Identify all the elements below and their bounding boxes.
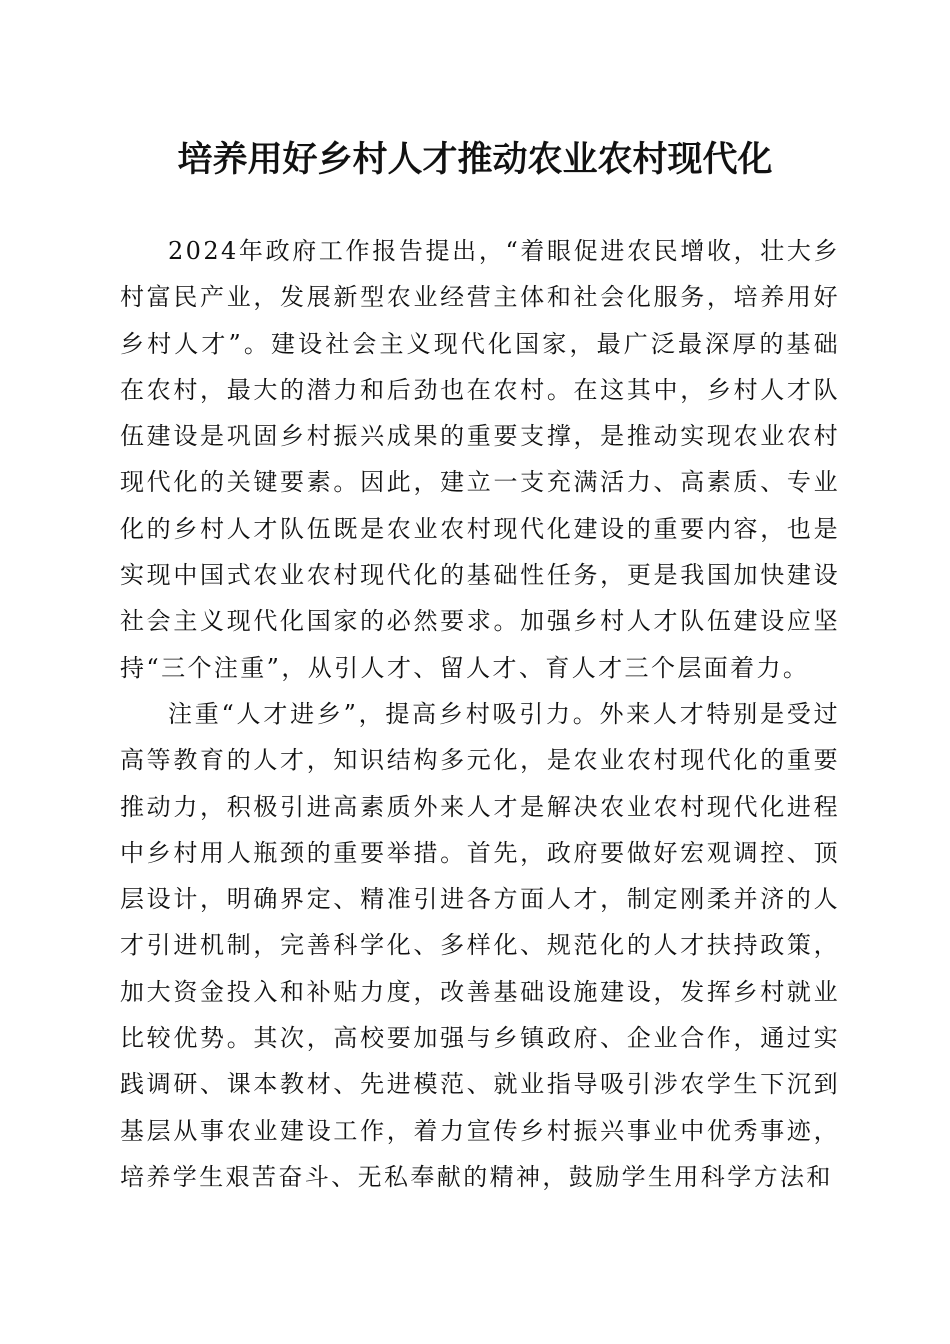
paragraph-intro: 2024年政府工作报告提出，“着眼促进农民增收，壮大乡村富民产业，发展新型农业经营主体和社会化服务，培养用好乡村人才”。建设社会主义现代化国家，最广泛最深厚的基础在农村，最大的潜力和后劲也在农村。在这其中，乡村人才队伍建设是巩固乡村振兴成果的重要支撑，是推动实现农业农村现代化的关键要素。因此，建立一支充满活力、高素质、专业化的乡村人才队伍既是农业农村现代化建设的重要内容，也是实现中国式农业农村现代化的基础性任务，更是我国加快建设社会主义现代化国家的必然要求。加强乡村人才队伍建设应坚持“三个注重”，从引人才、留人才、育人才三个层面着力。	[120, 237, 840, 682]
paragraph-talent-to-village: 注重“人才进乡”，提高乡村吸引力。外来人才特别是受过高等教育的人才，知识结构多元化，是农业农村现代化的重要推动力，积极引进高素质外来人才是解决农业农村现代化进程中乡村用人瓶颈的重要举措。首先，政府要做好宏观调控、顶层设计，明确界定、精准引进各方面人才，制定刚柔并济的人才引进机制，完善科学化、多样化、规范化的人才扶持政策，加大资金投入和补贴力度，改善基础设施建设，发挥乡村就业比较优势。其次，高校要加强与乡镇政府、企业合作，通过实践调研、课本教材、先进模范、就业指导吸引涉农学生下沉到基层从事农业建设工作，着力宣传乡村振兴事业中优秀事迹，培养学生艰苦奋斗、无私奉献的精神，鼓励学生用科学方法和	[120, 699, 840, 1191]
document-body	[120, 228, 840, 1200]
page-title: 培养用好乡村人才推动农业农村现代化	[177, 139, 773, 180]
